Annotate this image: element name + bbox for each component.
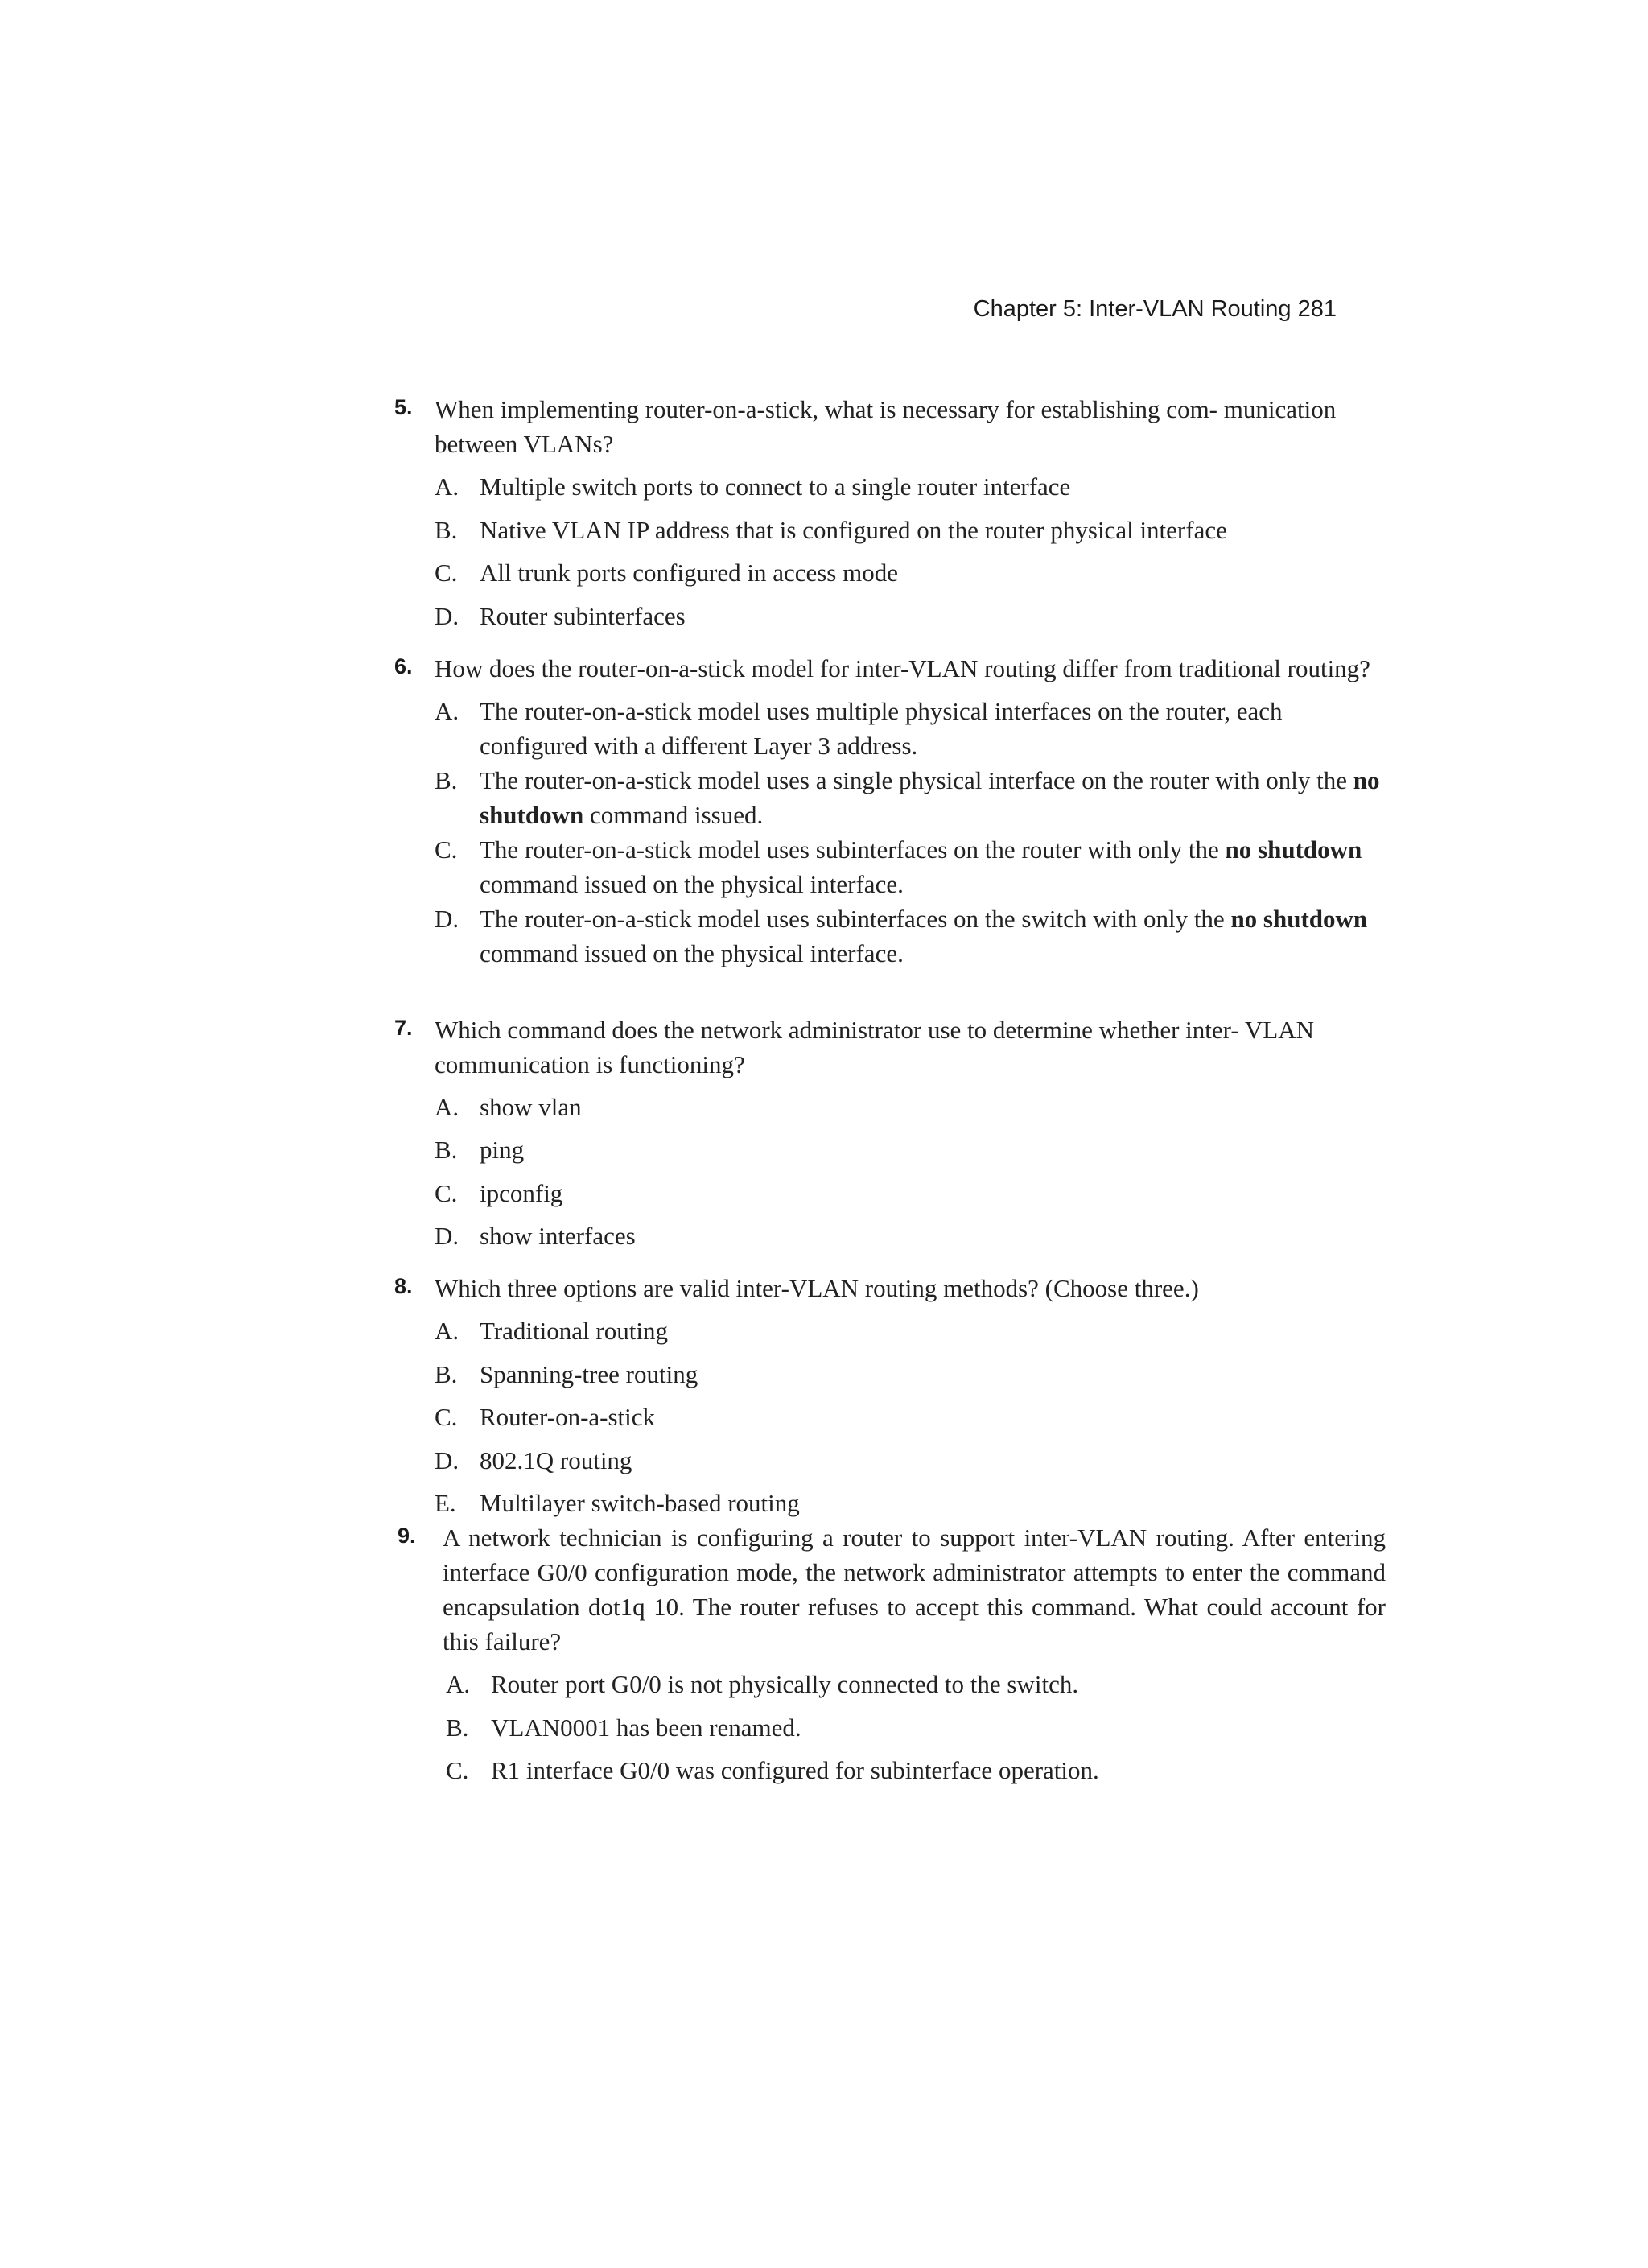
question-number: 7. [394,1015,413,1040]
option-label: C. [435,1403,458,1431]
option-label: C. [446,1756,469,1784]
option-text: 802.1Q routing [480,1445,632,1474]
option-label: D. [435,904,459,933]
question-number: 9. [398,1524,416,1548]
answer-option-d [435,1219,1386,1253]
answer-option-a [435,469,1386,504]
option-label: B. [435,1136,458,1164]
option-label: B. [435,515,458,544]
answer-option-c [435,555,1386,590]
option-text-start: The router-on-a-stick model uses a single physical interface on the router with only the [480,765,1353,794]
option-label: A. [446,1670,471,1698]
option-label: A. [435,1092,459,1121]
option-text: Traditional routing [480,1317,668,1345]
answer-option-c [435,1176,1386,1210]
question-text: A network technician is configuring a router to support inter-VLAN routing. After entering interface G0/0 configuration mode, the network administrator attempts to enter the command encapsulation dot1q 10. The router refuses to accept this command. What could account for this failure? [443,1524,1386,1656]
question-list [388,392,1386,1805]
question-number: 6. [394,654,413,678]
answer-option-c [446,1753,1386,1788]
question-5 [388,392,1386,633]
answer-option-a [435,694,1386,763]
answer-option-b [435,1357,1386,1392]
command-keyword: no shutdown [480,765,1380,829]
question-6 [388,651,1386,995]
answer-options [435,1090,1386,1254]
option-text: R1 interface G0/0 was configured for subinterface operation. [491,1756,1099,1784]
answer-options [435,1313,1386,1520]
option-label: E. [435,1489,456,1517]
option-text: ipconfig [480,1178,563,1207]
option-text: VLAN0001 has been renamed. [491,1713,801,1742]
option-text: show vlan [480,1092,582,1121]
option-text-start: The router-on-a-stick model uses subinterfaces on the switch with only the [480,904,1231,933]
question-text: How does the router-on-a-stick model for inter-VLAN routing differ from traditional routing? [435,654,1370,682]
option-text: Router port G0/0 is not physically connected to the switch. [491,1670,1079,1698]
question-7 [388,1012,1386,1254]
answer-option-d [435,1443,1386,1478]
option-text-end: command issued. [583,800,764,829]
option-label: B. [435,765,458,794]
answer-option-b [446,1710,1386,1745]
option-label: D. [435,1222,459,1250]
option-text-end: command issued on the physical interface. [480,938,904,967]
answer-option-a [446,1667,1386,1701]
answer-option-b [435,513,1386,547]
answer-option-a [435,1313,1386,1348]
command-keyword: no shutdown [1230,904,1368,933]
question-8 [388,1271,1386,1520]
option-text: show interfaces [480,1222,636,1250]
option-label: B. [435,1359,458,1388]
command-keyword: no shutdown [1225,835,1362,864]
option-label: D. [435,601,459,630]
option-text-end: command issued on the physical interface. [480,869,904,898]
question-text: When implementing router-on-a-stick, what is necessary for establishing com- munication between VLANs? [435,395,1337,458]
option-text: ping [480,1136,525,1164]
answer-option-b [435,763,1386,832]
answer-option-e [435,1486,1386,1520]
question-text: Which three options are valid inter-VLAN routing methods? (Choose three.) [435,1274,1199,1302]
question-text: Which command does the network administrator use to determine whether inter- VLAN communication is functioning? [435,1015,1314,1078]
answer-options [435,694,1386,971]
option-text: Router-on-a-stick [480,1403,656,1431]
option-label: C. [435,559,458,587]
option-text: Spanning-tree routing [480,1359,698,1388]
option-text: Multilayer switch-based routing [480,1489,800,1517]
option-text: Native VLAN IP address that is configured on the router physical interface [480,515,1227,544]
option-label: A. [435,1317,459,1345]
answer-option-b [435,1132,1386,1167]
answer-option-c [435,1400,1386,1434]
answer-option-d [435,901,1386,971]
option-text: Multiple switch ports to connect to a single router interface [480,472,1071,501]
option-label: A. [435,696,459,725]
option-text: The router-on-a-stick model uses multiple physical interfaces on the router, each configured with a different Layer 3 address. [480,696,1283,760]
option-label: C. [435,835,458,864]
answer-options [435,469,1386,633]
option-label: C. [435,1178,458,1207]
question-number: 5. [394,395,413,419]
answer-option-c [435,832,1386,901]
answer-option-d [435,599,1386,633]
running-head: Chapter 5: Inter-VLAN Routing 281 [973,296,1337,322]
option-label: A. [435,472,459,501]
question-9 [388,1520,1386,1788]
option-text-start: The router-on-a-stick model uses subinterfaces on the router with only the [480,835,1226,864]
option-text: Router subinterfaces [480,601,686,630]
option-text: All trunk ports configured in access mode [480,559,898,587]
option-label: D. [435,1445,459,1474]
question-number: 8. [394,1274,413,1298]
answer-options [446,1667,1386,1788]
answer-option-a [435,1090,1386,1124]
option-label: B. [446,1713,469,1742]
